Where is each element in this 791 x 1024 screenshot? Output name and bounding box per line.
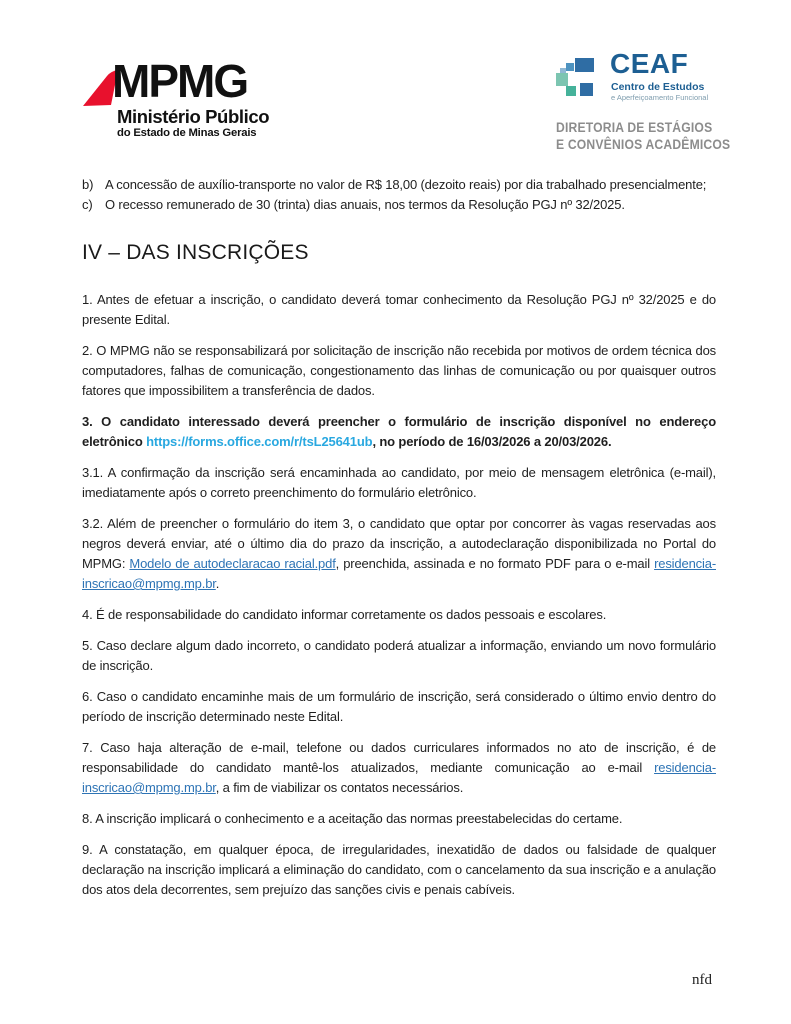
paragraph-1: 1. Antes de efetuar a inscrição, o candidato deverá tomar conhecimento da Resolução PGJ nº 32/2025 e do presente Edital.	[82, 292, 716, 327]
paragraph-8: 8. A inscrição implicará o conhecimento e a aceitação das normas preestabelecidas do certame.	[82, 811, 623, 826]
paragraph-3-2	[82, 514, 716, 594]
forms-inscription-link[interactable]: https://forms.office.com/r/tsL25641ub	[146, 434, 373, 449]
paragraph-7	[82, 738, 716, 798]
list-item-text: O recesso remunerado de 30 (trinta) dias anuais, nos termos da Resolução PGJ nº 32/2025.	[105, 197, 625, 212]
footer-initials: nfd	[692, 972, 712, 988]
mpmg-org-line1: Ministério Público	[117, 106, 270, 127]
ceaf-blocks-icon	[556, 58, 604, 100]
paragraph-3-1: 3.1. A confirmação da inscrição será encaminhada ao candidato, por meio de mensagem eletrônica (e-mail), imediatamente após o correto preenchimento do formulário eletrônico.	[82, 465, 716, 500]
ceaf-sub-line1: Centro de Estudos	[611, 81, 705, 93]
benefits-list	[82, 175, 716, 215]
document-body	[82, 175, 716, 911]
directorate-title	[556, 120, 730, 153]
paragraph-6: 6. Caso o candidato encaminhe mais de um formulário de inscrição, será considerado o último envio dentro do período de inscrição determinado neste Edital.	[82, 689, 716, 724]
residencia-email-link[interactable]: residencia-inscricao@mpmg.mp.br	[82, 556, 716, 591]
ceaf-sub-line2: e Aperfeiçoamento Funcional	[611, 93, 709, 102]
paragraph-3-2-text: , preenchida, assinada e no formato PDF para o e-mail	[335, 556, 655, 571]
mpmg-org-line2: do Estado de Minas Gerais	[117, 127, 257, 139]
paragraph-7-text: 7. Caso haja alteração de e-mail, telefone ou dados curriculares informados no ato de inscrição, é de responsabilidade do candidato mantê-los atualizados, mediante comunicação ao e-mail	[82, 740, 716, 775]
document-header	[0, 0, 791, 170]
list-item-marker: b)	[82, 177, 94, 192]
list-item	[82, 175, 716, 195]
residencia-email-link[interactable]: residencia-inscricao@mpmg.mp.br	[82, 760, 716, 795]
paragraph-3	[82, 412, 716, 452]
autodeclaration-pdf-link[interactable]: Modelo de autodeclaracao racial.pdf	[129, 556, 336, 571]
directorate-line1: DIRETORIA DE ESTÁGIOS	[556, 120, 713, 135]
section-title: IV – DAS INSCRIÇÕES	[82, 241, 309, 264]
mpmg-acronym: MPMG	[112, 55, 248, 107]
paragraph-3-2-text: .	[215, 576, 220, 591]
paragraph-4: 4. É de responsabilidade do candidato informar corretamente os dados pessoais e escolares.	[82, 607, 607, 622]
list-item	[82, 195, 716, 215]
directorate-line2: E CONVÊNIOS ACADÊMICOS	[556, 136, 731, 152]
paragraph-3-text: , no período de 16/03/2026 a 20/03/2026.	[372, 434, 612, 449]
paragraph-5: 5. Caso declare algum dado incorreto, o candidato poderá atualizar a informação, enviando um novo formulário de inscrição.	[82, 638, 716, 673]
paragraph-7-text: , a fim de viabilizar os contatos necessários.	[215, 780, 464, 795]
paragraph-3-text: 3. O candidato interessado deverá preencher o formulário de inscrição disponível no endereço eletrônico	[82, 414, 716, 449]
paragraph-9: 9. A constatação, em qualquer época, de irregularidades, inexatidão de dados ou falsidade de qualquer declaração na inscrição implicará a eliminação do candidato, com o cancelamento da sua inscrição e a anulação dos atos dela decorrentes, sem prejuízo das sanções civis e penais cabíveis.	[82, 842, 716, 897]
list-item-marker: c)	[82, 197, 93, 212]
ceaf-acronym: CEAF	[610, 48, 689, 79]
list-item-text: A concessão de auxílio-transporte no valor de R$ 18,00 (dezoito reais) por dia trabalhado presencialmente;	[105, 177, 707, 192]
paragraph-3-2-text: 3.2. Além de preencher o formulário do item 3, o candidato que optar por concorrer às vagas reservadas aos negros deverá enviar, até o último dia do prazo da inscrição, a autodeclaração disponibilizada no Portal do MPMG:	[82, 516, 716, 571]
paragraph-2: 2. O MPMG não se responsabilizará por solicitação de inscrição não recebida por motivos de ordem técnica dos computadores, falhas de comunicação, congestionamento das linhas de comunicação ou por quaisquer outros fatores que impossibilitem a transferência de dados.	[82, 343, 716, 398]
